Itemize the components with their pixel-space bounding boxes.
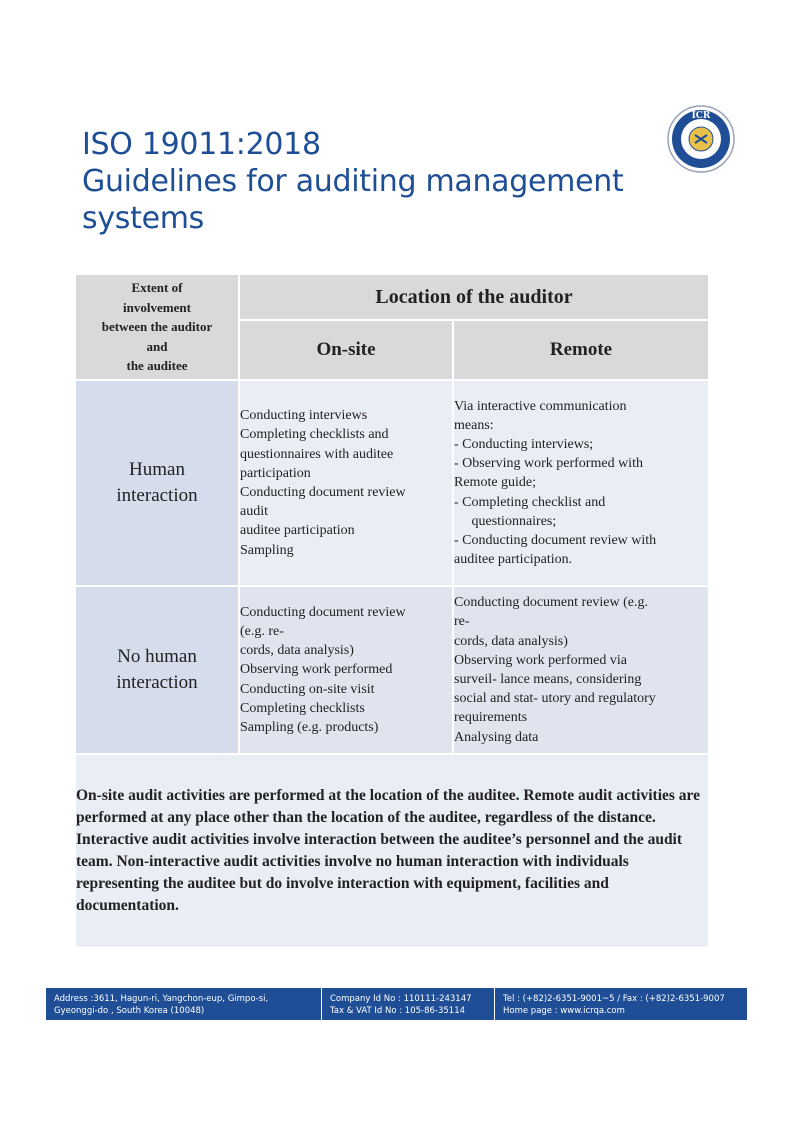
row-label-line: interaction [116, 672, 198, 693]
cell-line: Conducting document review (e.g. [454, 595, 649, 611]
cell-line: cords, data analysis) [454, 633, 568, 649]
cell-line: cords, data analysis) [240, 643, 354, 659]
cell-line: - Observing work performed with [454, 456, 643, 472]
logo-text: ICR [691, 111, 711, 121]
cell-line: Sampling (e.g. products) [240, 720, 379, 735]
table-row-human [75, 380, 709, 586]
definitions-note [75, 754, 709, 948]
row-label-human [75, 380, 239, 586]
footer-address [46, 988, 322, 1020]
cell-line: auditee participation. [454, 552, 573, 568]
cell-human-onsite [239, 380, 453, 586]
cell-line: audit [240, 504, 268, 520]
cell-line: surveil- lance means, considering [454, 672, 642, 687]
footer-bar [46, 988, 747, 1020]
cell-line: - Conducting document review with [454, 533, 657, 548]
cell-line: participation [240, 465, 311, 481]
footer-contact [495, 988, 747, 1020]
cell-line: questionnaires with auditee [240, 446, 394, 462]
homepage-link[interactable]: Home page : www.icrqa.com [503, 1006, 625, 1016]
cell-line: Conducting document review [240, 604, 406, 620]
cell-line: (e.g. re- [240, 623, 284, 639]
title-line-2: Guidelines for auditing management [82, 164, 624, 199]
corner-line-3: between the auditor [101, 319, 213, 335]
title-line-3: systems [82, 201, 204, 236]
cell-line: Completing checklists [240, 700, 365, 716]
cell-nohuman-remote [453, 586, 709, 754]
cell-line: Completing checklists and [240, 427, 389, 443]
cell-line: - Conducting interviews; [454, 436, 594, 452]
cell-nohuman-onsite [239, 586, 453, 754]
corner-header [75, 274, 239, 380]
corner-line-1: Extent of [131, 280, 183, 296]
cell-line: Via interactive communication [454, 398, 627, 414]
phone-fax: Tel : (+82)2-6351-9001~5 / Fax : (+82)2-6351-9007 [503, 994, 725, 1004]
cell-line: Analysing data [454, 729, 539, 745]
cell-line: Observing work performed via [454, 652, 628, 668]
row-label-no-human [75, 586, 239, 754]
row-label-line: interaction [116, 485, 198, 506]
cell-line: Remote guide; [454, 475, 537, 491]
cell-line: Sampling [240, 542, 294, 558]
onsite-header: On-site [239, 320, 453, 380]
cell-line: means: [454, 417, 494, 433]
address-line-1: Address :3611, Hagun-ri, Yangchon-eup, Gimpo-si, [54, 994, 269, 1004]
note-paragraph-interactive: Interactive audit activities involve interaction between the auditee’s personnel and the audit team. Non-interactive audit activities involve no human interaction with individuals representing the auditee but do involve interaction with equipment, facilities and documentation. [76, 831, 683, 914]
cell-line: Observing work performed [240, 662, 393, 678]
cell-line: requirements [454, 710, 528, 726]
title-line-1: ISO 19011:2018 [82, 127, 321, 162]
company-id: Company Id No : 110111-243147 [330, 994, 472, 1004]
table-row-no-human [75, 586, 709, 754]
cell-line: - Completing checklist and [454, 494, 606, 510]
icr-logo [666, 104, 736, 174]
audit-methods-table [74, 273, 710, 949]
cell-line: social and stat- utory and regulatory [454, 691, 656, 707]
cell-line: Conducting interviews [240, 408, 368, 424]
cell-human-remote [453, 380, 709, 586]
address-line-2: Gyeonggi-do , South Korea (10048) [54, 1006, 205, 1016]
cell-line: Conducting document review [240, 485, 406, 500]
cell-line: auditee participation [240, 523, 355, 539]
cell-line: Conducting on-site visit [240, 681, 375, 697]
note-paragraph-onsite: On-site audit activities are performed at the location of the auditee. Remote audit activities are performed at any place other than the location of the auditee, regardless of the distance. [76, 787, 701, 826]
remote-header: Remote [453, 320, 709, 380]
corner-line-2: involvement [123, 299, 191, 315]
row-label-line: Human [129, 459, 185, 480]
footer-company-ids [322, 988, 495, 1020]
cell-line: questionnaires; [454, 513, 557, 529]
cell-line: re- [454, 614, 470, 630]
corner-line-5: the auditee [126, 358, 188, 374]
tax-id: Tax & VAT Id No : 105-86-35114 [330, 1006, 466, 1016]
page-title [82, 126, 662, 237]
corner-line-4: and [146, 338, 168, 354]
location-header: Location of the auditor [239, 274, 709, 320]
row-label-line: No human [117, 646, 197, 667]
